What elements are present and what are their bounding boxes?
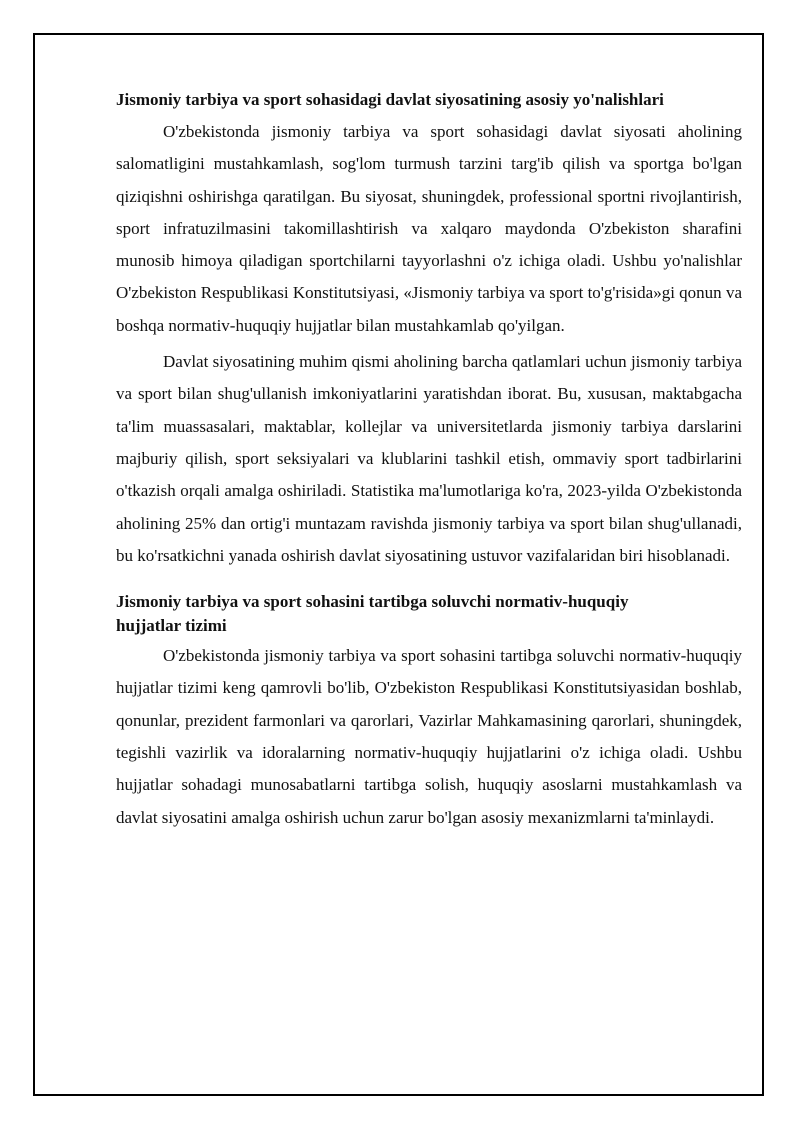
paragraph-state-policy-overview: O'zbekistonda jismoniy tarbiya va sport sohasidagi davlat siyosati aholining salomatligini mustahkamlash, sog'lom turmush tarzini targ'ib qilish va sportga bo'lgan qiziqishni oshirishga qaratilgan. Bu siyosat, shuningdek, professional sportni rivojlantirish, sport infratuzilmasini takomillashtirish va xalqaro maydonda O'zbekiston sharafini munosib himoya qiladigan sportchilarni tayyorlashni o'z ichiga oladi. Ushbu yo'nalishlar O'zbekiston Respublikasi Konstitutsiyasi, «Jismoniy tarbiya va sport to'g'risida»gi qonun va boshqa normativ-huquqiy hujjatlar bilan mustahkamlab qo'yilgan. <box>116 122 742 335</box>
document-body <box>116 84 742 838</box>
section-heading-legal-framework-line1: Jismoniy tarbiya va sport sohasini tartibga soluvchi normativ-huquqiy <box>116 592 629 612</box>
section-heading-legal-framework <box>116 590 742 638</box>
section-heading-state-policy: Jismoniy tarbiya va sport sohasidagi davlat siyosatining asosiy yo'nalishlari <box>116 90 664 109</box>
paragraph-legal-framework: O'zbekistonda jismoniy tarbiya va sport sohasini tartibga soluvchi normativ-huquqiy hujjatlar tizimi keng qamrovli bo'lib, O'zbekiston Respublikasi Konstitutsiyasidan boshlab, qonunlar, prezident farmonlari va qarorlari, Vazirlar Mahkamasining qarorlari, shuningdek, tegishli vazirlik va idoralarning normativ-huquqiy hujjatlarini o'z ichiga oladi. Ushbu hujjatlar sohadagi munosabatlarni tartibga solish, huquqiy asoslarni mustahkamlash va davlat siyosatini amalga oshirish uchun zarur bo'lgan asosiy mexanizmlarni ta'minlaydi. <box>116 646 742 827</box>
paragraph-state-policy-access: Davlat siyosatining muhim qismi aholining barcha qatlamlari uchun jismoniy tarbiya va sport bilan shug'ullanish imkoniyatlarini yaratishdan iborat. Bu, xususan, maktabgacha ta'lim muassasalari, maktablar, kollejlar va universitetlarda jismoniy tarbiya darslarini majburiy qilish, sport seksiyalari va klublarini tashkil etish, ommaviy sport tadbirlarini o'tkazish orqali amalga oshiriladi. Statistika ma'lumotlariga ko'ra, 2023-yilda O'zbekistonda aholining 25% dan ortig'i muntazam ravishda jismoniy tarbiya va sport bilan shug'ullanadi, bu ko'rsatkichni yanada oshirish davlat siyosatining ustuvor vazifalaridan biri hisoblanadi. <box>116 352 742 565</box>
section-heading-legal-framework-line2: hujjatlar tizimi <box>116 616 227 636</box>
